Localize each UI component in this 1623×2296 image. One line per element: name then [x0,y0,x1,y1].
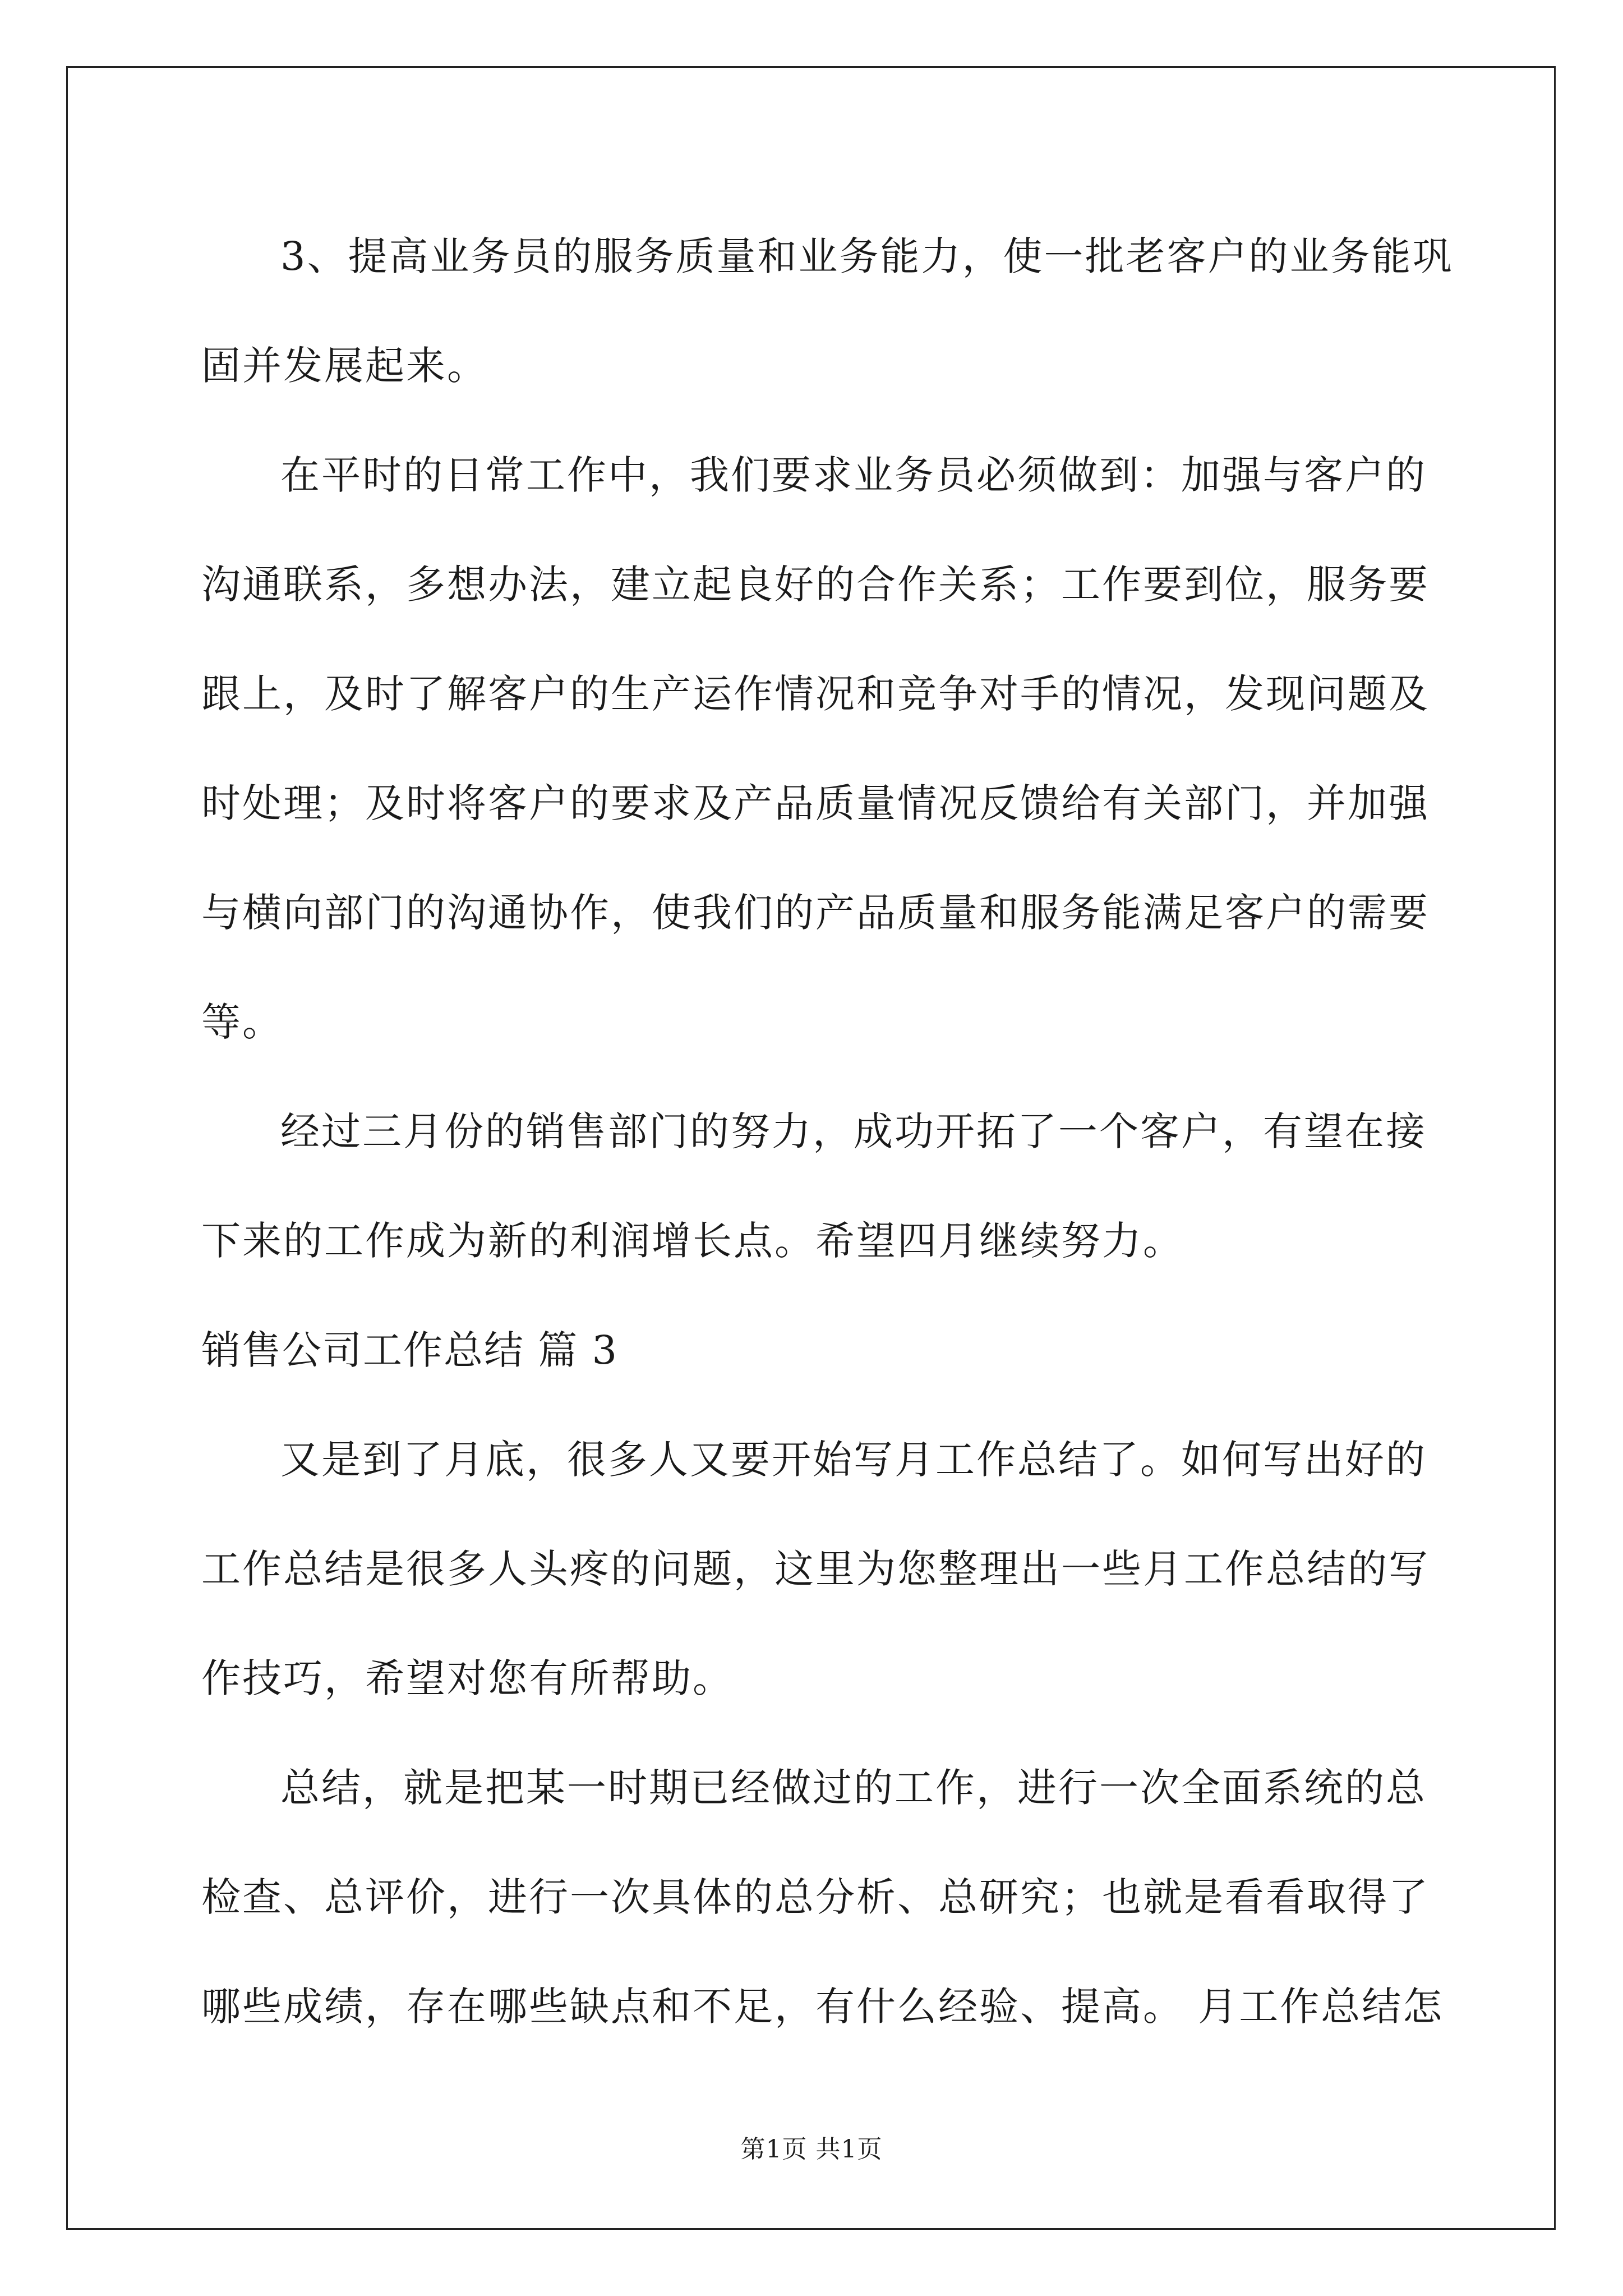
paragraph [201,202,1454,421]
text-line: 又是到了月底，很多人又要开始写月工作总结了。如何写出好的 [280,1437,1427,1483]
text-line: 哪些成绩，存在哪些缺点和不足，有什么经验、提高。 月工作总结怎 [201,1984,1444,2030]
text-line: 固并发展起来。 [201,343,488,389]
text-line: 作技巧，希望对您有所帮助。 [201,1655,734,1701]
text-line: 等。 [201,999,283,1045]
text-line: 经过三月份的销售部门的努力，成功开拓了一个客户，有望在接 [280,1108,1427,1154]
text-line: 时处理；及时将客户的要求及产品质量情况反馈给有关部门，并加强 [201,780,1430,826]
paragraph [201,1405,1430,1733]
text-line: 下来的工作成为新的利润增长点。希望四月继续努力。 [201,1218,1184,1264]
text-line: 在平时的日常工作中，我们要求业务员必须做到：加强与客户的 [280,452,1427,498]
text-line: 工作总结是很多人头疼的问题，这里为您整理出一些月工作总结的写 [201,1546,1430,1592]
text-line: 与横向部门的沟通协作，使我们的产品质量和服务能满足客户的需要 [201,890,1430,936]
document-body [201,202,1454,2062]
text-line: 检查、总评价，进行一次具体的总分析、总研究；也就是看看取得了 [201,1874,1430,1920]
text-line: 3、提高业务员的服务质量和业务能力，使一批老客户的业务能巩 [280,233,1454,279]
section-heading: 销售公司工作总结 篇 3 [201,1327,619,1373]
text-line: 总结，就是把某一时期已经做过的工作，进行一次全面系统的总 [280,1765,1427,1811]
paragraph [201,1077,1427,1296]
page-footer: 第1页 共1页 [740,2135,883,2164]
text-line: 沟通联系，多想办法，建立起良好的合作关系；工作要到位，服务要 [201,562,1430,608]
text-line: 跟上，及时了解客户的生产运作情况和竞争对手的情况，发现问题及 [201,671,1430,717]
paragraph [201,1733,1444,2062]
paragraph [201,421,1430,1077]
